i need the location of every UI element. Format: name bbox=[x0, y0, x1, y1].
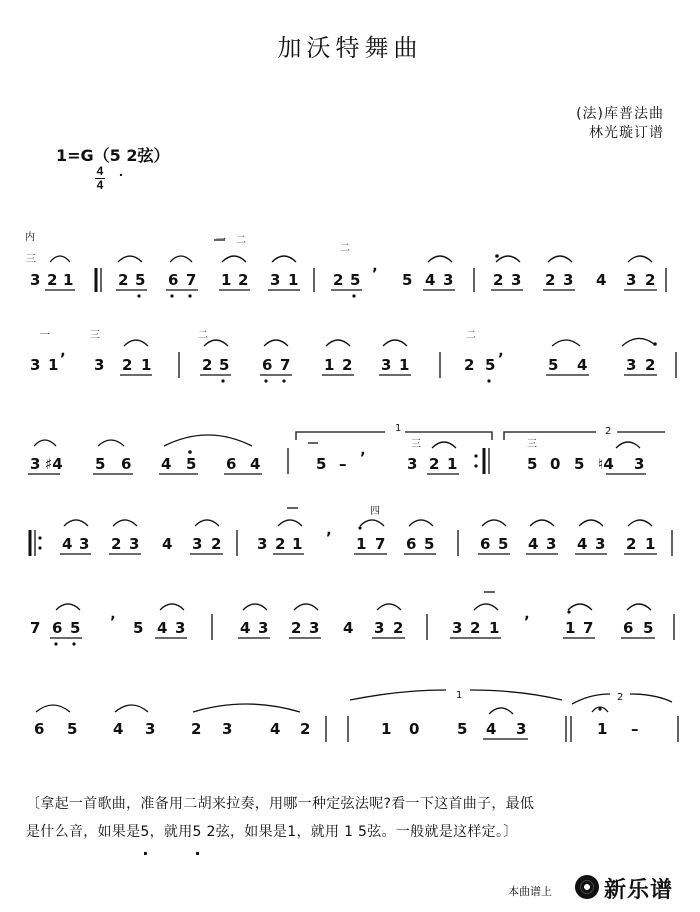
fermata-dot bbox=[598, 707, 601, 710]
note: ♮4 bbox=[598, 455, 614, 473]
explanation-text: ，就用 bbox=[149, 824, 193, 840]
time-signature-top: 4 bbox=[96, 164, 104, 178]
note: 0 bbox=[550, 455, 561, 473]
note: 5 bbox=[643, 619, 654, 637]
note: 5 bbox=[457, 720, 468, 738]
ending-number: 1 bbox=[395, 423, 402, 434]
slur bbox=[428, 256, 452, 262]
fingering-mark: 三 bbox=[90, 330, 100, 341]
note: 1 bbox=[565, 619, 576, 637]
fingering-mark: 四 bbox=[370, 506, 380, 517]
note: 3 bbox=[516, 720, 527, 738]
slur bbox=[264, 340, 288, 346]
note: 1 bbox=[63, 271, 74, 289]
slur bbox=[552, 340, 580, 346]
fingering-mark: 二 bbox=[198, 330, 208, 341]
octave-dot bbox=[264, 379, 267, 382]
octave-dot bbox=[54, 642, 57, 645]
note: 3 bbox=[381, 356, 392, 374]
note: 3 bbox=[511, 271, 522, 289]
octave-dot bbox=[487, 379, 490, 382]
slur bbox=[627, 604, 651, 610]
note: 2 bbox=[470, 619, 481, 637]
slur bbox=[294, 604, 318, 610]
note: 6 bbox=[406, 535, 417, 553]
slur bbox=[628, 520, 652, 526]
note: 2 bbox=[464, 356, 475, 374]
note: 2 bbox=[118, 271, 129, 289]
note: 0 bbox=[409, 720, 420, 738]
fingering-mark: 三 bbox=[527, 439, 537, 450]
record-disc-icon bbox=[575, 875, 599, 899]
note: 5 bbox=[350, 271, 361, 289]
note: 2 bbox=[300, 720, 311, 738]
slur bbox=[118, 256, 142, 262]
note: 6 bbox=[34, 720, 45, 738]
note: 3 bbox=[407, 455, 418, 473]
fingering-mark: 内 bbox=[25, 232, 35, 243]
note: 3 bbox=[270, 271, 281, 289]
note: 5 bbox=[135, 271, 146, 289]
breath-mark: ʼ bbox=[360, 449, 366, 467]
volta-bracket bbox=[630, 694, 672, 702]
breath-mark: ʼ bbox=[326, 529, 332, 547]
score-row-5 bbox=[30, 613, 653, 637]
note: 5 bbox=[402, 271, 413, 289]
note: 5 bbox=[498, 535, 509, 553]
slur bbox=[170, 256, 192, 262]
note: 5 bbox=[548, 356, 559, 374]
note: 3 bbox=[443, 271, 454, 289]
note: 3 bbox=[94, 356, 105, 374]
note: 1 bbox=[221, 271, 232, 289]
note: 6 bbox=[262, 356, 273, 374]
note: 3 bbox=[30, 356, 41, 374]
score-row-4-lines bbox=[30, 508, 672, 556]
slur bbox=[474, 604, 498, 610]
note: 6 bbox=[168, 271, 179, 289]
note: 6 bbox=[52, 619, 63, 637]
note: 7 bbox=[375, 535, 386, 553]
note: 3 bbox=[626, 356, 637, 374]
repeat-dot bbox=[474, 454, 477, 457]
note: 2 bbox=[238, 271, 249, 289]
note: 3 bbox=[175, 619, 186, 637]
octave-dot bbox=[137, 294, 140, 297]
note: 6 bbox=[121, 455, 132, 473]
fingering-mark: 一 bbox=[216, 235, 226, 246]
fingering-mark: 三 bbox=[411, 439, 421, 450]
ornament-dot bbox=[495, 254, 499, 258]
octave-dot bbox=[282, 379, 285, 382]
note: 5 bbox=[527, 455, 538, 473]
note: 2 bbox=[122, 356, 133, 374]
note: 7 bbox=[186, 271, 197, 289]
note: 2 bbox=[393, 619, 404, 637]
slur bbox=[568, 604, 592, 610]
note: 3 bbox=[222, 720, 233, 738]
note: 2 bbox=[202, 356, 213, 374]
note: 1 bbox=[645, 535, 656, 553]
breath-mark: ʼ bbox=[110, 613, 116, 631]
fingering-mark: 三 bbox=[26, 254, 36, 265]
slur bbox=[160, 604, 184, 610]
time-signature-bottom: 4 bbox=[96, 178, 104, 192]
note: 3 bbox=[452, 619, 463, 637]
note: 1 bbox=[288, 271, 299, 289]
note: 2 bbox=[291, 619, 302, 637]
slur bbox=[377, 604, 401, 610]
note: 4 bbox=[577, 535, 588, 553]
explanation-text: ，就用 1 5弦。一般就是这样定。〕 bbox=[296, 824, 518, 840]
note: 5 bbox=[95, 455, 106, 473]
slur bbox=[622, 338, 654, 346]
slur bbox=[326, 340, 350, 346]
repeat-dot bbox=[38, 536, 41, 539]
note: 3 bbox=[145, 720, 156, 738]
note: 7 bbox=[30, 619, 41, 637]
note: 5 bbox=[316, 455, 327, 473]
note: 6 bbox=[623, 619, 634, 637]
note: 2 bbox=[342, 356, 353, 374]
score-row-2 bbox=[30, 329, 655, 374]
score-row-5-lines bbox=[50, 592, 674, 640]
note: 4 bbox=[113, 720, 124, 738]
score-row-3 bbox=[30, 423, 644, 473]
arranger-credit: 林光璇订谱 bbox=[589, 125, 664, 141]
note: 7 bbox=[583, 619, 594, 637]
slur bbox=[50, 256, 70, 262]
slur bbox=[34, 440, 56, 446]
note: 3 bbox=[309, 619, 320, 637]
slur bbox=[360, 520, 384, 526]
score-row-6-lines bbox=[36, 690, 678, 742]
score-row-6-dots bbox=[598, 707, 601, 710]
note: 4 bbox=[343, 619, 354, 637]
note: 1 bbox=[356, 535, 367, 553]
low-note-five-string: 5 . bbox=[193, 824, 202, 840]
note: 4 bbox=[240, 619, 251, 637]
volta-bracket bbox=[572, 694, 610, 704]
low-note-five: 5 . bbox=[140, 824, 149, 840]
song-title: 加沃特舞曲 bbox=[277, 34, 423, 62]
key-signature: 1=G（5 2弦） bbox=[56, 146, 170, 165]
explanation-line-2 bbox=[26, 818, 676, 846]
slur bbox=[496, 256, 520, 262]
slur bbox=[278, 520, 302, 526]
slur bbox=[272, 256, 296, 262]
explanation-line-1: 〔拿起一首歌曲，准备用二胡来拉奏，用哪一种定弦法呢?看一下这首曲子，最低 bbox=[26, 796, 535, 812]
note: 4 bbox=[486, 720, 497, 738]
note: 1 bbox=[48, 356, 59, 374]
slur bbox=[64, 520, 88, 526]
slur bbox=[36, 705, 70, 712]
note: 4 bbox=[62, 535, 73, 553]
slur bbox=[193, 704, 300, 712]
note: ♯4 bbox=[45, 455, 63, 473]
note: 1 bbox=[324, 356, 335, 374]
octave-dot bbox=[352, 294, 355, 297]
note: 1 bbox=[447, 455, 458, 473]
slur bbox=[530, 520, 554, 526]
note: 2 bbox=[545, 271, 556, 289]
slur bbox=[616, 442, 640, 448]
note: 2 bbox=[275, 535, 286, 553]
slur bbox=[432, 442, 456, 448]
note: 4 bbox=[425, 271, 436, 289]
ending-number: 2 bbox=[617, 692, 624, 703]
note: 2 bbox=[47, 271, 58, 289]
note: 1 bbox=[141, 356, 152, 374]
note: 5 bbox=[574, 455, 585, 473]
note: 3 bbox=[30, 455, 41, 473]
score-row-4 bbox=[62, 505, 655, 553]
fingering-mark: 二 bbox=[236, 235, 246, 246]
note: 4 bbox=[157, 619, 168, 637]
note: 3 bbox=[258, 619, 269, 637]
breath-mark: ʼ bbox=[524, 613, 530, 631]
note: 3 bbox=[634, 455, 645, 473]
footer-source: 本曲谱上 bbox=[508, 885, 552, 898]
note: 2 bbox=[429, 455, 440, 473]
slur bbox=[98, 440, 124, 446]
slur bbox=[164, 435, 252, 446]
score-row-1 bbox=[25, 230, 655, 289]
fingering-mark: 二 bbox=[340, 243, 350, 254]
note: 4 bbox=[528, 535, 539, 553]
note: 1 bbox=[489, 619, 500, 637]
slur bbox=[243, 604, 267, 610]
note: 5 bbox=[186, 455, 197, 473]
octave-dot bbox=[358, 526, 361, 529]
ending-number: 2 bbox=[605, 426, 612, 437]
note: 3 bbox=[30, 271, 41, 289]
note: 3 bbox=[129, 535, 140, 553]
breath-mark: ʼ bbox=[372, 265, 378, 283]
staccato-dot bbox=[188, 450, 192, 454]
explanation-text: 是什么音，如果是 bbox=[26, 824, 141, 840]
slur bbox=[195, 520, 219, 526]
note: 5 bbox=[67, 720, 78, 738]
repeat-dot bbox=[474, 464, 477, 467]
composer-credit: (法)库普法曲 bbox=[576, 106, 664, 122]
volta-bracket bbox=[504, 432, 596, 440]
explanation-text: 2弦，如果是 bbox=[201, 824, 288, 840]
slur bbox=[548, 256, 572, 262]
note: 1 bbox=[399, 356, 410, 374]
note: 2 bbox=[626, 535, 637, 553]
note: 4 bbox=[270, 720, 281, 738]
note: 3 bbox=[79, 535, 90, 553]
note: 1 bbox=[597, 720, 608, 738]
note: 2 bbox=[191, 720, 202, 738]
octave-dot bbox=[567, 610, 570, 613]
note: 2 bbox=[111, 535, 122, 553]
ornament-dot bbox=[653, 342, 657, 346]
note: 1 bbox=[292, 535, 303, 553]
slur bbox=[482, 520, 506, 526]
note: 5 bbox=[219, 356, 230, 374]
note: 5 bbox=[133, 619, 144, 637]
note: 2 bbox=[645, 271, 656, 289]
breath-mark: ʼ bbox=[498, 350, 504, 368]
note: 3 bbox=[546, 535, 557, 553]
slur bbox=[113, 520, 137, 526]
slur bbox=[124, 340, 148, 346]
slur bbox=[115, 705, 148, 712]
note: 3 bbox=[626, 271, 637, 289]
note: 3 bbox=[563, 271, 574, 289]
note: 5 bbox=[424, 535, 435, 553]
note: 5 bbox=[70, 619, 81, 637]
note: 6 bbox=[226, 455, 237, 473]
note: 3 bbox=[595, 535, 606, 553]
site-logo[interactable]: 新乐谱 bbox=[604, 878, 674, 903]
volta-bracket bbox=[350, 690, 446, 700]
slur bbox=[383, 340, 407, 346]
octave-dot bbox=[188, 294, 191, 297]
octave-dot bbox=[72, 642, 75, 645]
note: 4 bbox=[596, 271, 607, 289]
note-one: 1 bbox=[287, 824, 297, 840]
note: 2 bbox=[493, 271, 504, 289]
note: 4 bbox=[577, 356, 588, 374]
slur bbox=[579, 520, 603, 526]
explanation-note bbox=[26, 790, 676, 846]
note: 2 bbox=[211, 535, 222, 553]
note: 4 bbox=[250, 455, 261, 473]
note: 5 bbox=[485, 356, 496, 374]
volta-bracket bbox=[470, 690, 562, 700]
repeat-dot bbox=[38, 546, 41, 549]
octave-dot bbox=[221, 379, 224, 382]
note: 2 bbox=[333, 271, 344, 289]
note: 4 bbox=[161, 455, 172, 473]
note: 7 bbox=[280, 356, 291, 374]
note: 3 bbox=[192, 535, 203, 553]
note: – bbox=[631, 720, 639, 738]
octave-dot bbox=[170, 294, 173, 297]
note: 6 bbox=[480, 535, 491, 553]
slur bbox=[628, 256, 652, 262]
note: 3 bbox=[374, 619, 385, 637]
ending-number: 1 bbox=[456, 690, 463, 701]
slur bbox=[489, 708, 513, 714]
fingering-mark: 一 bbox=[40, 330, 50, 341]
slur bbox=[56, 604, 80, 610]
breath-mark: ʼ bbox=[60, 350, 66, 368]
volta-bracket bbox=[296, 432, 385, 440]
time-signature-dot: . bbox=[119, 163, 123, 179]
note: 1 bbox=[381, 720, 392, 738]
fingering-mark: 二 bbox=[466, 330, 476, 341]
note: – bbox=[339, 455, 347, 473]
note: 2 bbox=[645, 356, 656, 374]
note: 3 bbox=[257, 535, 268, 553]
note: 4 bbox=[162, 535, 173, 553]
slur bbox=[409, 520, 433, 526]
slur bbox=[222, 256, 246, 262]
